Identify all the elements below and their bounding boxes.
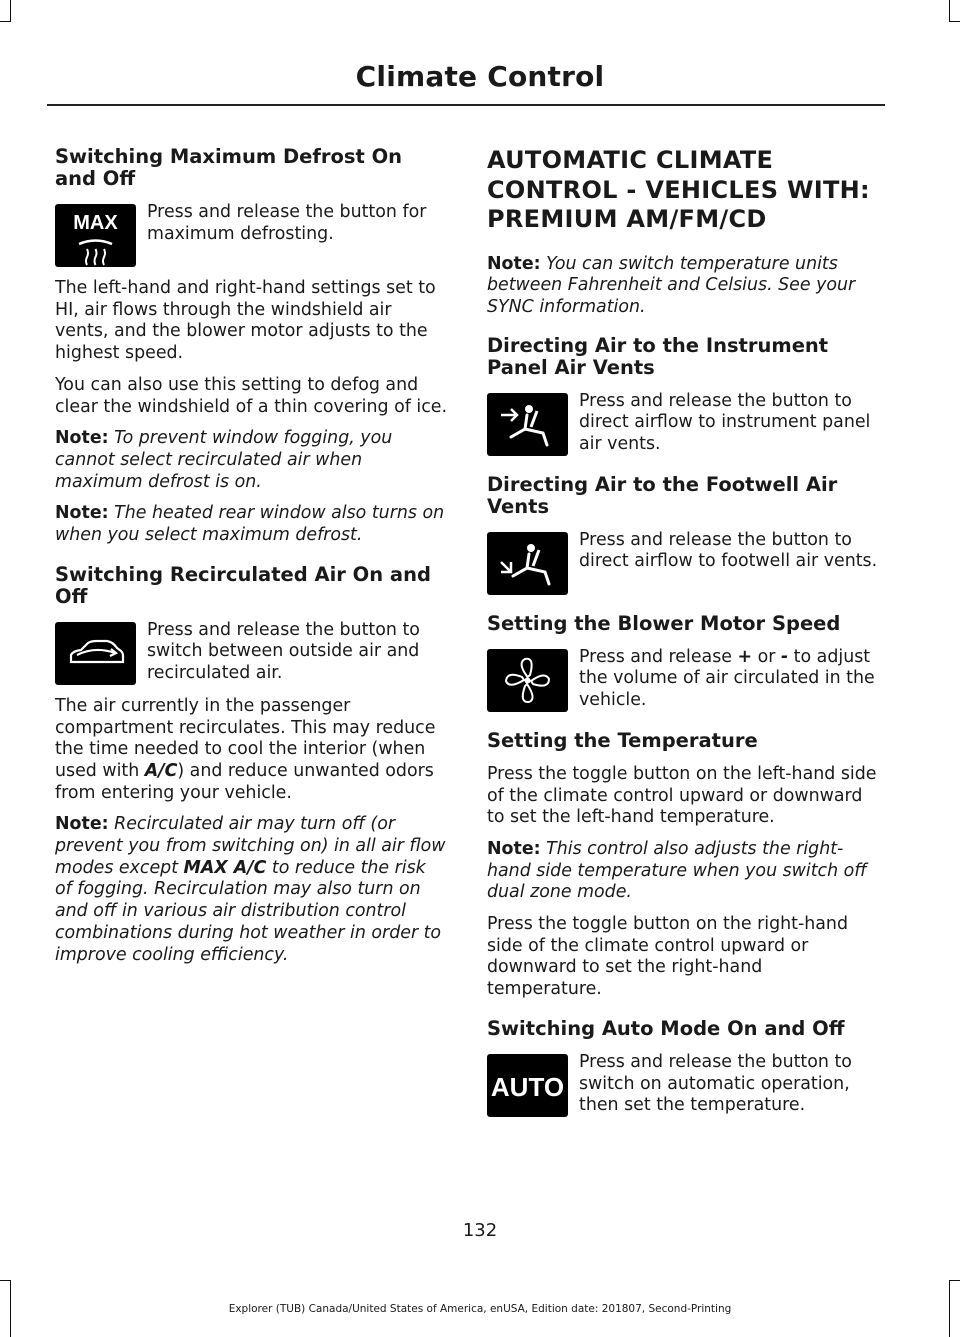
paragraph [55, 696, 447, 805]
note [55, 428, 447, 493]
text-run: The air currently in the passenger compartment recirculates. This may reduce the time needed to cool the interior (when used with [55, 695, 436, 781]
note-label: Note: [487, 838, 541, 859]
page-number: 132 [462, 1220, 498, 1241]
recirculated-air-instruction: Press and release the button to switch between outside air and recirculated air. [147, 619, 420, 684]
main-section-heading: AUTOMATIC CLIMATE CONTROL - VEHICLES WITH: PREMIUM AM/FM/CD [487, 146, 870, 233]
max-defrost-icon-label: MAX [73, 212, 118, 234]
section-heading-max-defrost: Switching Maximum Defrost On and Off [55, 145, 403, 190]
note [55, 814, 447, 966]
auto-icon-label: AUTO [490, 1071, 565, 1102]
note-text: The heated rear window also turns on when you select maximum defrost. [55, 503, 445, 546]
minus-symbol: - [780, 646, 789, 667]
note [55, 503, 447, 546]
fan-instruction [579, 647, 879, 712]
section-heading-panel-vents: Directing Air to the Instrument Panel Air Vents [487, 333, 829, 379]
footwell-vent-instruction: Press and release the button to direct airflow to footwell air vents. [579, 529, 878, 572]
note-label: Note: [55, 428, 109, 449]
fan-icon [487, 649, 568, 712]
crop-mark [949, 0, 950, 22]
right-column [487, 146, 879, 1128]
note-label: Note: [55, 503, 109, 524]
ac-term: A/C [144, 760, 178, 781]
note-label: Note: [55, 814, 109, 835]
paragraph: The left-hand and right-hand settings set to HI, air flows through the windshield air vents, and the blower motor adjusts to the highest speed. [55, 278, 436, 364]
section-heading-recirculated-air: Switching Recirculated Air On and Off [55, 562, 431, 608]
crop-mark [949, 21, 960, 22]
header-rule [47, 104, 885, 106]
panel-vent-icon [487, 393, 568, 456]
auto-icon [487, 1054, 568, 1117]
text-run: to reduce the risk of fogging. Recirculation may also turn on and off in various air distribution control combinations during hot weather in order to improve cooling efficiency. [55, 857, 442, 965]
max-ac-term: MAX A/C [183, 857, 267, 878]
paragraph: You can also use this setting to defog and clear the windshield of a thin covering of ice. [55, 374, 447, 417]
note-text [55, 814, 446, 964]
section-heading-temperature: Setting the Temperature [487, 728, 758, 752]
note [487, 839, 879, 904]
panel-vent-instruction: Press and release the button to direct airflow to instrument panel air vents. [579, 390, 871, 455]
section-heading-footwell-vents: Directing Air to the Footwell Air Vents [487, 472, 838, 518]
note-label: Note: [487, 253, 541, 274]
left-column [55, 146, 447, 976]
fan-row [487, 647, 879, 712]
max-defrost-icon [55, 204, 136, 267]
text-run: or [752, 646, 781, 667]
auto-row [487, 1052, 879, 1117]
crop-mark [0, 1280, 11, 1281]
note-text: To prevent window fogging, you cannot select recirculated air when maximum defrost is on. [55, 428, 393, 492]
note-text: You can switch temperature units between Fahrenheit and Celsius. See your SYNC information. [487, 253, 856, 317]
text-run: to adjust the volume of air circulated in the vehicle. [579, 646, 875, 711]
paragraph: Press the toggle button on the left-hand side of the climate control upward or downward to set the left-hand temperature. [487, 763, 877, 828]
section-heading-auto-mode: Switching Auto Mode On and Off [487, 1016, 845, 1040]
crop-mark [949, 1280, 960, 1281]
page-title: Climate Control [355, 60, 605, 93]
recirculated-air-icon [55, 622, 136, 685]
text-run: Press and release [579, 646, 738, 667]
plus-symbol: + [737, 646, 753, 667]
paragraph: Press the toggle button on the right-hand side of the climate control upward or downward to set the right-hand temperature. [487, 914, 848, 1000]
crop-mark [0, 21, 11, 22]
panel-vent-row [487, 391, 879, 456]
crop-mark [10, 0, 11, 22]
max-defrost-instruction: Press and release the button for maximum defrosting. [147, 202, 427, 244]
max-defrost-row [55, 202, 447, 267]
text-run: Recirculated air may turn off (or prevent you from switching on) in all air flow modes except [55, 814, 446, 878]
footwell-vent-icon [487, 532, 568, 595]
recirculated-air-row [55, 620, 447, 685]
footwell-vent-row [487, 530, 879, 595]
auto-instruction: Press and release the button to switch on automatic operation, then set the temperature. [579, 1051, 852, 1116]
text-run: ) and reduce unwanted odors from entering your vehicle. [55, 760, 434, 803]
note [487, 254, 879, 319]
section-heading-blower-speed: Setting the Blower Motor Speed [487, 611, 841, 635]
footer-edition-info: Explorer (TUB) Canada/United States of America, enUSA, Edition date: 201807, Second-Printing [228, 1303, 732, 1315]
note-text: This control also adjusts the right-hand side temperature when you switch off dual zone mode. [487, 838, 867, 903]
